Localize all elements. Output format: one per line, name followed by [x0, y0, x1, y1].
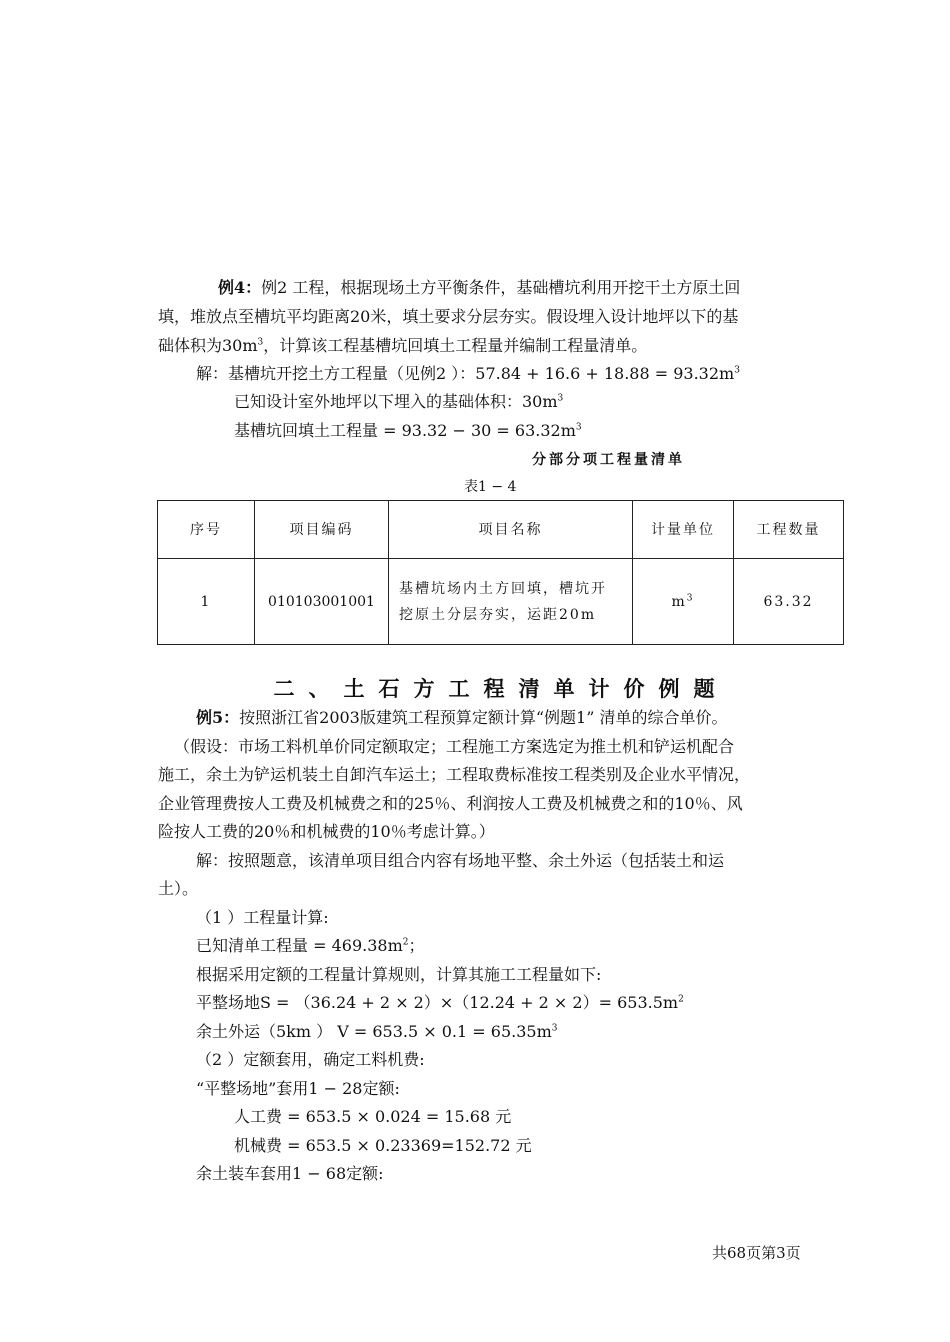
- example5-line5: 险按人工费的20％和机械费的10％考虑计算。）: [158, 822, 495, 841]
- example5-line3: 施工，余土为铲运机装土自卸汽车运土；工程取费标准按工程类别及企业水平情况，: [158, 765, 751, 784]
- table-row: [158, 559, 844, 645]
- table-title: 分部分项工程量清单: [532, 452, 685, 468]
- example4-label: 例4：: [218, 278, 262, 297]
- machine-cost: 机械费 = 653.5 × 0.23369=152.72 元: [234, 1136, 532, 1155]
- example5-line1: 例5：按照浙江省2003版建筑工程预算定额计算“例题1” 清单的综合单价。: [196, 708, 728, 727]
- solution4-line3: 基槽坑回填土工程量 = $93.32 - 30 = 63.32m^3$: [234, 421, 582, 440]
- known-quantity: 已知清单工程量 = $469.38m^2$；: [196, 936, 425, 955]
- header-name: 项目名称: [389, 501, 633, 559]
- table-header-row: [158, 501, 844, 559]
- example5-line2: （假设：市场工料机单价同定额取定；工程施工方案选定为推土机和铲运机配合: [174, 737, 735, 756]
- apply-quota: “平整场地”套用1 − 28定额:: [196, 1079, 400, 1098]
- solution4-line1: 解：基槽坑开挖土方工程量（见例2 ）：$57.84 + 16.6 + 18.88 = 93.32m^3$: [196, 364, 740, 383]
- soil-haul-calc: 余土外运（5km ） $V = 653.5 \times 0.1 = 65.35m^3$: [196, 1022, 558, 1041]
- header-no: 序号: [158, 501, 255, 559]
- cell-name: 基槽坑场内土方回填，槽坑开挖原土分层夯实，运距20m: [389, 559, 633, 645]
- quantity-table: [157, 500, 844, 645]
- step2-heading: （2 ）定额套用，确定工料机费:: [196, 1050, 425, 1069]
- header-unit: 计量单位: [633, 501, 734, 559]
- table-caption: 表1 − 4: [464, 479, 517, 495]
- solution5-line2: 土）。: [158, 879, 199, 898]
- labor-cost: 人工费 = 653.5 × 0.024 = 15.68 元: [234, 1107, 512, 1126]
- header-qty: 工程数量: [734, 501, 844, 559]
- section-heading: 二、土石方工程清单计价例题: [273, 676, 729, 701]
- example5-label: 例5：: [196, 708, 240, 727]
- cell-unit: $m^3$: [633, 559, 734, 645]
- site-leveling-calc: 平整场地$S = (36.24 + 2 \times 2)\times(12.24 + 2 \times 2)= 653.5m^2$: [196, 993, 684, 1012]
- cell-qty: 63.32: [734, 559, 844, 645]
- header-code: 项目编码: [255, 501, 389, 559]
- calc-rule: 根据采用定额的工程量计算规则，计算其施工工程量如下:: [196, 965, 602, 984]
- example4-line3: 础体积为$30m^3$，计算该工程基槽坑回填土工程量并编制工程量清单。: [158, 336, 648, 355]
- page-footer: 共68页第3页: [712, 1244, 801, 1262]
- solution5-line1: 解：按照题意，该清单项目组合内容有场地平整、余土外运（包括装土和运: [196, 851, 725, 870]
- cell-no: 1: [158, 559, 255, 645]
- example5-line4: 企业管理费按人工费及机械费之和的25％、利润按人工费及机械费之和的10％、风: [158, 794, 743, 813]
- example4-line2: 填，堆放点至槽坑平均距离20米，填土要求分层夯实。假设埋入设计地坪以下的基: [158, 307, 739, 326]
- step1-heading: （1 ）工程量计算:: [196, 908, 329, 927]
- cell-code: 010103001001: [255, 559, 389, 645]
- solution4-line2: 已知设计室外地坪以下埋入的基础体积：$30m^3$: [234, 392, 564, 411]
- example4-line1: 例4：例2 工程，根据现场土方平衡条件，基础槽坑利用开挖干土方原土回: [218, 278, 741, 297]
- soil-loading-quota: 余土装车套用1 − 68定额:: [196, 1164, 384, 1183]
